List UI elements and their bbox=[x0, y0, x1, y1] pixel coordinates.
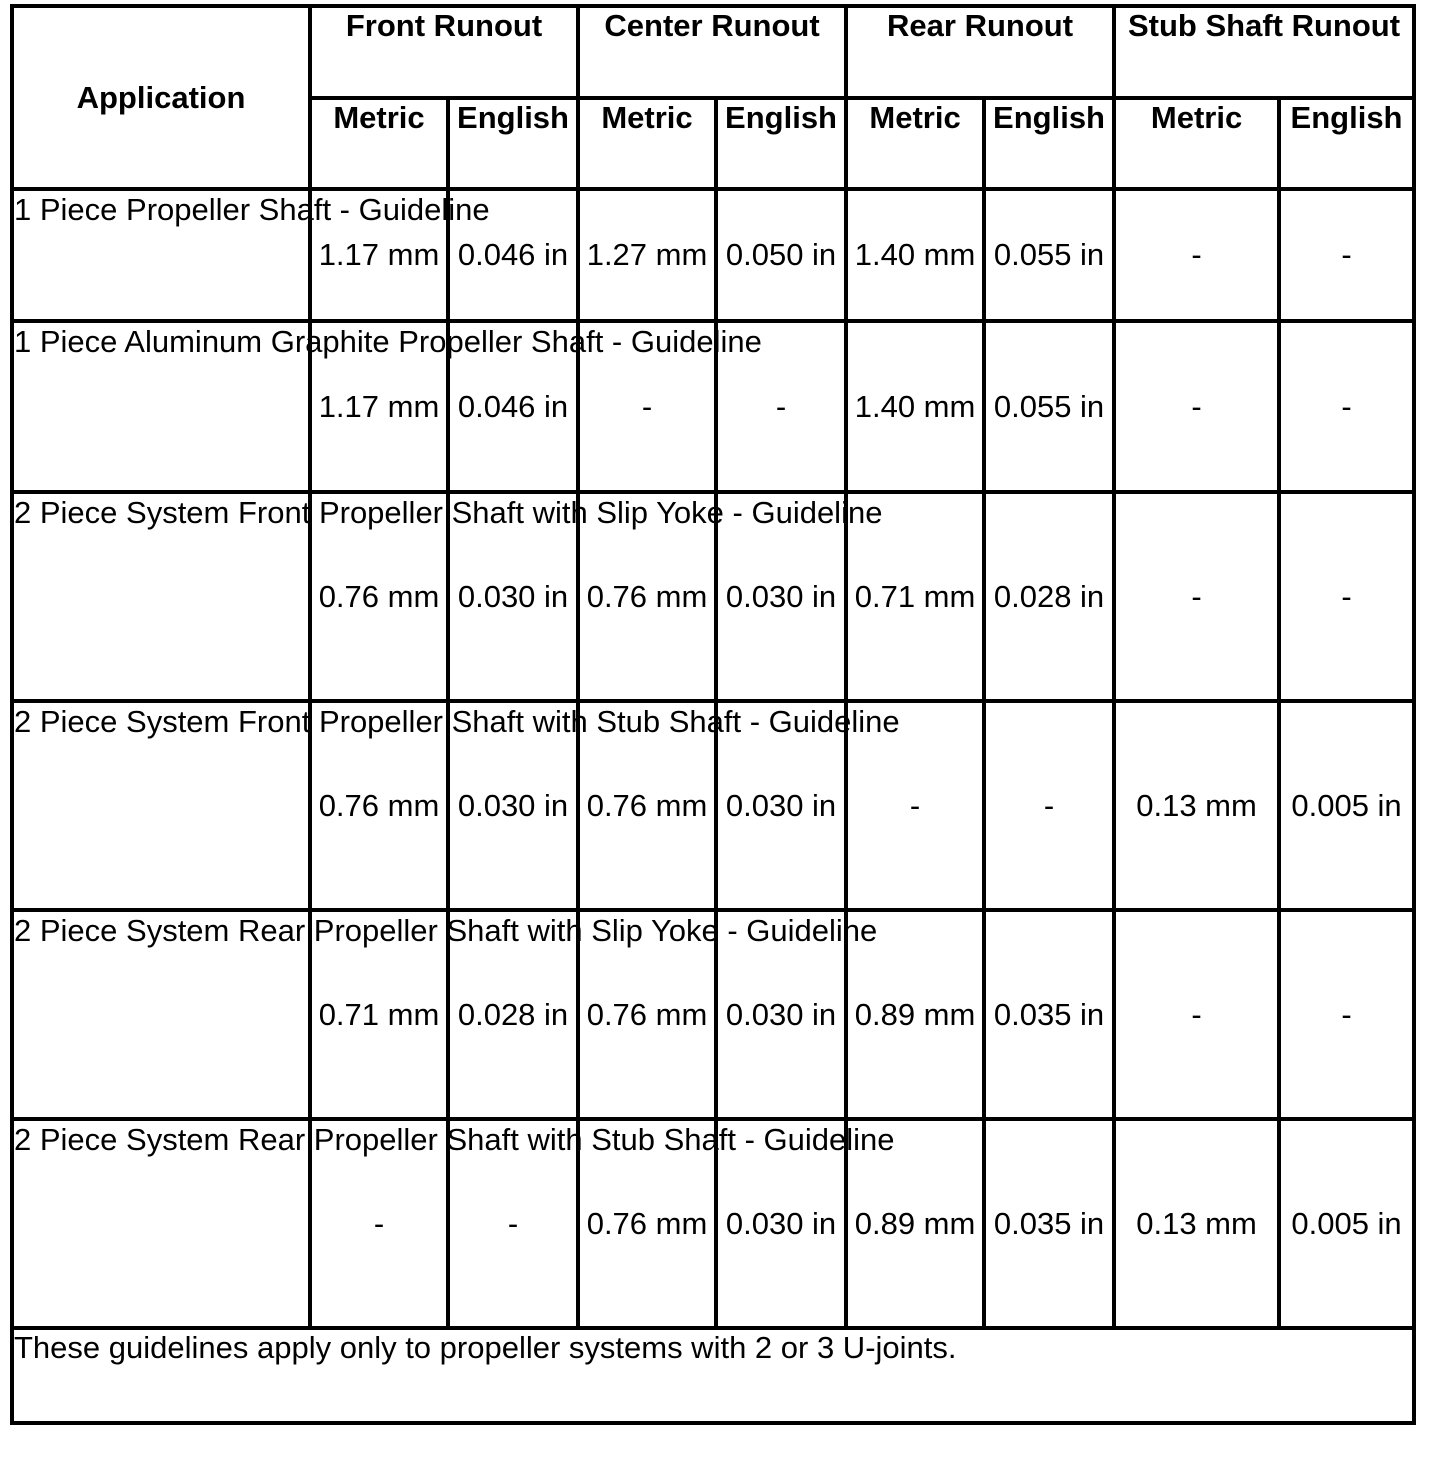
front-english-cell: - bbox=[448, 1119, 578, 1328]
rear-english-cell: 0.035 in bbox=[984, 910, 1114, 1119]
front-english-cell: 0.046 in bbox=[448, 321, 578, 492]
application-cell: 1 Piece Propeller Shaft - Guideline bbox=[12, 189, 310, 321]
rear-metric-cell: 1.40 mm bbox=[846, 321, 984, 492]
rear-metric-cell: 1.40 mm bbox=[846, 189, 984, 321]
front-metric-cell: 0.71 mm bbox=[310, 910, 448, 1119]
unit-header: Metric bbox=[578, 98, 716, 189]
center-metric-cell: 0.76 mm bbox=[578, 910, 716, 1119]
table-row bbox=[12, 910, 1414, 1119]
group-header-rear-runout: Rear Runout bbox=[846, 6, 1114, 98]
rear-metric-cell: - bbox=[846, 701, 984, 910]
application-header: Application bbox=[12, 6, 310, 189]
stub-metric-cell: - bbox=[1114, 910, 1279, 1119]
application-cell: 2 Piece System Rear Propeller Shaft with Slip Yoke - Guideline bbox=[12, 910, 310, 1119]
center-english-cell: 0.050 in bbox=[716, 189, 846, 321]
rear-english-cell: - bbox=[984, 701, 1114, 910]
stub-english-cell: - bbox=[1279, 492, 1414, 701]
stub-english-cell: 0.005 in bbox=[1279, 1119, 1414, 1328]
runout-specification-sheet bbox=[10, 4, 1416, 1425]
center-english-cell: 0.030 in bbox=[716, 701, 846, 910]
rear-metric-cell: 0.89 mm bbox=[846, 910, 984, 1119]
center-metric-cell: 0.76 mm bbox=[578, 492, 716, 701]
footnote: These guidelines apply only to propeller systems with 2 or 3 U-joints. bbox=[12, 1328, 1414, 1423]
table-row bbox=[12, 701, 1414, 910]
table-row bbox=[12, 321, 1414, 492]
front-metric-cell: 0.76 mm bbox=[310, 492, 448, 701]
rear-english-cell: 0.055 in bbox=[984, 189, 1114, 321]
application-cell: 2 Piece System Front Propeller Shaft with Stub Shaft - Guideline bbox=[12, 701, 310, 910]
unit-header: English bbox=[984, 98, 1114, 189]
table-row bbox=[12, 189, 1414, 321]
rear-metric-cell: 0.71 mm bbox=[846, 492, 984, 701]
group-header-row bbox=[12, 6, 1414, 98]
stub-english-cell: - bbox=[1279, 321, 1414, 492]
group-header-center-runout: Center Runout bbox=[578, 6, 846, 98]
unit-header: English bbox=[448, 98, 578, 189]
unit-header: Metric bbox=[1114, 98, 1279, 189]
rear-english-cell: 0.035 in bbox=[984, 1119, 1114, 1328]
rear-metric-cell: 0.89 mm bbox=[846, 1119, 984, 1328]
application-cell: 2 Piece System Rear Propeller Shaft with Stub Shaft - Guideline bbox=[12, 1119, 310, 1328]
front-english-cell: 0.046 in bbox=[448, 189, 578, 321]
stub-metric-cell: - bbox=[1114, 189, 1279, 321]
center-metric-cell: 0.76 mm bbox=[578, 1119, 716, 1328]
center-metric-cell: 1.27 mm bbox=[578, 189, 716, 321]
application-cell: 2 Piece System Front Propeller Shaft with Slip Yoke - Guideline bbox=[12, 492, 310, 701]
unit-header: English bbox=[716, 98, 846, 189]
table-row bbox=[12, 492, 1414, 701]
front-english-cell: 0.028 in bbox=[448, 910, 578, 1119]
stub-metric-cell: 0.13 mm bbox=[1114, 1119, 1279, 1328]
front-english-cell: 0.030 in bbox=[448, 492, 578, 701]
center-metric-cell: - bbox=[578, 321, 716, 492]
front-english-cell: 0.030 in bbox=[448, 701, 578, 910]
stub-metric-cell: - bbox=[1114, 321, 1279, 492]
application-cell: 1 Piece Aluminum Graphite Propeller Shaft - Guideline bbox=[12, 321, 310, 492]
center-english-cell: 0.030 in bbox=[716, 910, 846, 1119]
stub-english-cell: - bbox=[1279, 189, 1414, 321]
center-metric-cell: 0.76 mm bbox=[578, 701, 716, 910]
front-metric-cell: 1.17 mm bbox=[310, 321, 448, 492]
front-metric-cell: 1.17 mm bbox=[310, 189, 448, 321]
center-english-cell: 0.030 in bbox=[716, 492, 846, 701]
footnote-row bbox=[12, 1328, 1414, 1423]
center-english-cell: - bbox=[716, 321, 846, 492]
front-metric-cell: - bbox=[310, 1119, 448, 1328]
stub-english-cell: - bbox=[1279, 910, 1414, 1119]
unit-header: Metric bbox=[846, 98, 984, 189]
group-header-stub-shaft-runout: Stub Shaft Runout bbox=[1114, 6, 1414, 98]
table-row bbox=[12, 1119, 1414, 1328]
group-header-front-runout: Front Runout bbox=[310, 6, 578, 98]
stub-english-cell: 0.005 in bbox=[1279, 701, 1414, 910]
unit-header: English bbox=[1279, 98, 1414, 189]
stub-metric-cell: - bbox=[1114, 492, 1279, 701]
center-english-cell: 0.030 in bbox=[716, 1119, 846, 1328]
rear-english-cell: 0.055 in bbox=[984, 321, 1114, 492]
stub-metric-cell: 0.13 mm bbox=[1114, 701, 1279, 910]
runout-specification-table bbox=[10, 4, 1416, 1425]
front-metric-cell: 0.76 mm bbox=[310, 701, 448, 910]
rear-english-cell: 0.028 in bbox=[984, 492, 1114, 701]
unit-header: Metric bbox=[310, 98, 448, 189]
